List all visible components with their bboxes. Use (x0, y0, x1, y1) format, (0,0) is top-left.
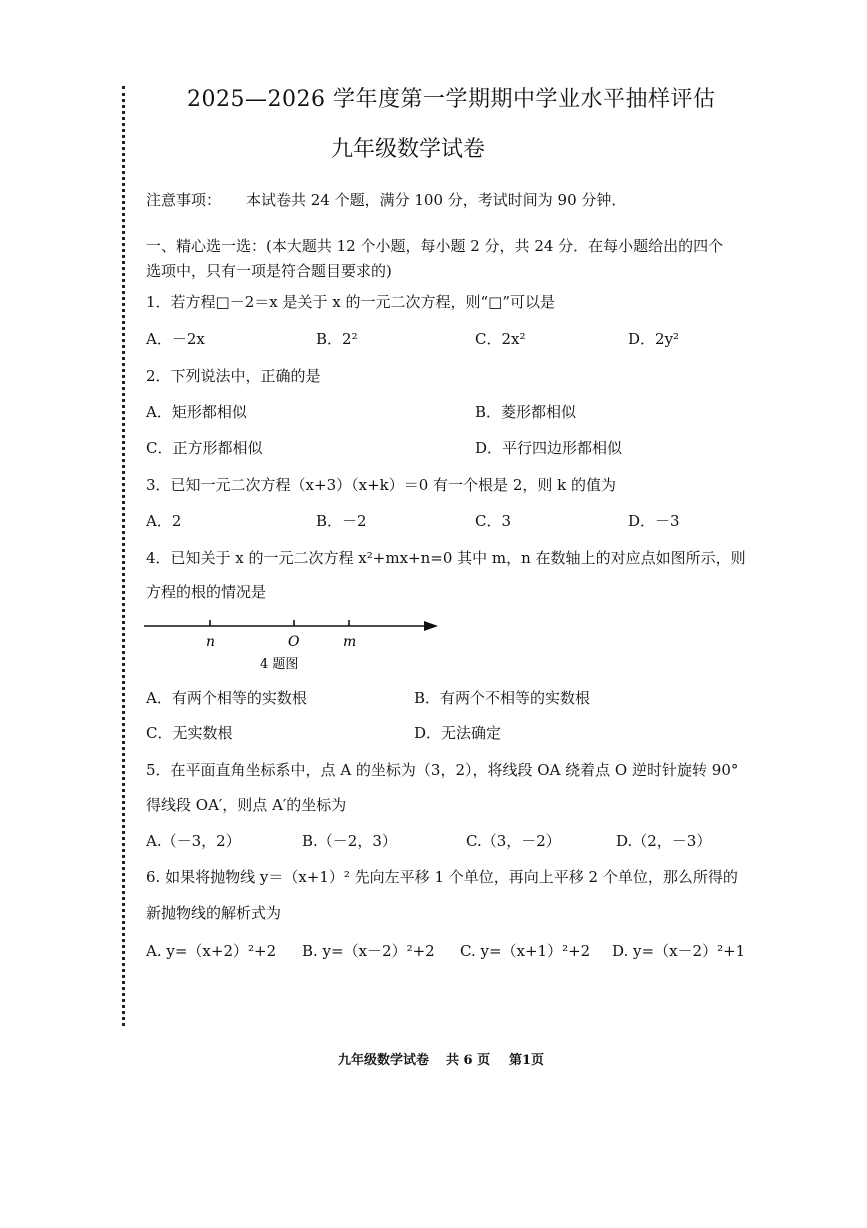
figure-caption: 4 题图 (260, 657, 299, 672)
footer-total-pages: 共 6 页 (446, 1053, 491, 1068)
question-3-stem: 3．已知一元二次方程（x+3）（x+k）＝0 有一个根是 2，则 k 的值为 (146, 476, 616, 494)
question-3-option-d: D．－3 (628, 512, 680, 530)
question-5-stem-line1: 5．在平面直角坐标系中，点 A 的坐标为（3，2），将线段 OA 绕着点 O 逆时针旋转 90° (146, 761, 739, 779)
section1-heading-line2: 选项中，只有一项是符合题目要求的) (146, 262, 392, 280)
question-5-option-a: A.（－3，2） (146, 832, 241, 850)
question-1-option-d: D．2y² (628, 330, 680, 348)
question-3-option-c: C．3 (475, 512, 512, 530)
label-n: n (206, 634, 216, 650)
footer-exam-name: 九年级数学试卷 (338, 1053, 430, 1068)
question-5-option-d: D.（2，－3） (616, 832, 712, 850)
question-4-stem-line1: 4．已知关于 x 的一元二次方程 x²+mx+n=0 其中 m，n 在数轴上的对应点如图所示，则 (146, 549, 746, 567)
question-2-stem: 2．下列说法中，正确的是 (146, 367, 321, 385)
question-5-option-b: B.（－2，3） (302, 832, 397, 850)
number-line-arrow (424, 621, 438, 631)
exam-subtitle: 九年级数学试卷 (331, 137, 486, 162)
notice-text: 本试卷共 24 个题，满分 100 分，考试时间为 90 分钟． (246, 191, 627, 209)
question-1-option-c: C．2x² (475, 330, 526, 348)
question-5-stem-line2: 得线段 OA′，则点 A′的坐标为 (146, 796, 347, 814)
question-3-option-b: B．－2 (316, 512, 367, 530)
question-3-option-a: A．2 (146, 512, 182, 530)
label-m: m (343, 634, 357, 650)
question-5-option-c: C.（3，－2） (466, 832, 561, 850)
question-4-stem-line2: 方程的根的情况是 (146, 583, 267, 601)
question-2-option-d: D．平行四边形都相似 (475, 439, 623, 457)
question-4-option-c: C．无实数根 (146, 724, 233, 742)
exam-title: 2025—2026 学年度第一学期期中学业水平抽样评估 (187, 87, 716, 112)
question-6-option-c: C. y=（x+1）²+2 (460, 942, 591, 960)
question-1-stem: 1．若方程□－2＝x 是关于 x 的一元二次方程，则“□”可以是 (146, 293, 555, 311)
question-2-option-a: A．矩形都相似 (146, 403, 247, 421)
question-4-option-d: D．无法确定 (414, 724, 502, 742)
number-line-figure (140, 612, 450, 676)
question-6-option-d: D. y=（x－2）²+1 (612, 942, 746, 960)
question-6-stem-line1: 6. 如果将抛物线 y＝（x+1）² 先向左平移 1 个单位，再向上平移 2 个单位，那么所得的 (146, 868, 738, 886)
section1-heading-line1: 一、精心选一选：(本大题共 12 个小题，每小题 2 分，共 24 分．在每小题给出的四个 (146, 237, 724, 255)
footer-page-number: 第1页 (509, 1053, 545, 1068)
label-o: O (288, 634, 300, 650)
question-6-option-b: B. y=（x－2）²+2 (302, 942, 435, 960)
question-6-stem-line2: 新抛物线的解析式为 (146, 904, 282, 922)
question-1-option-b: B．2² (316, 330, 358, 348)
question-2-option-b: B．菱形都相似 (475, 403, 577, 421)
question-4-option-a: A．有两个相等的实数根 (146, 689, 307, 707)
question-4-option-b: B．有两个不相等的实数根 (414, 689, 591, 707)
question-1-option-a: A．－2x (146, 330, 205, 348)
question-2-option-c: C．正方形都相似 (146, 439, 263, 457)
binding-margin-line (122, 86, 125, 1026)
question-6-option-a: A. y=（x+2）²+2 (146, 942, 277, 960)
notice-label: 注意事项： (146, 191, 222, 209)
